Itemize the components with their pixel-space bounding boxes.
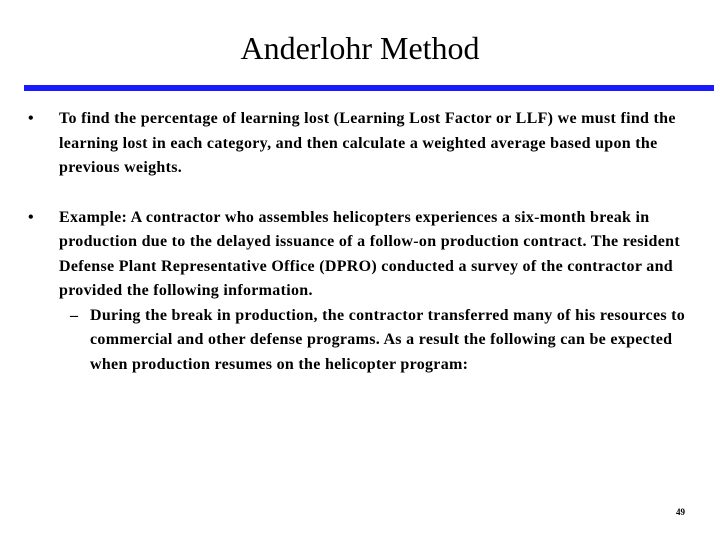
bullet-marker: • (28, 208, 34, 226)
bullet-text: To find the percentage of learning lost (Learning Lost Factor or LLF) we must find the learning lost in each category, and then calculate a weighted average based upon the previous weights. (59, 110, 676, 176)
sub-bullet-item (59, 304, 696, 378)
bullet-item (28, 206, 696, 378)
slide-title: Anderlohr Method (240, 30, 480, 66)
sub-bullet-marker: – (70, 306, 79, 324)
bullet-text: Example: A contractor who assembles helicopters experiences a six-month break in production due to the delayed issuance of a follow-on production contract. The resident Defense Plant Representative Office (DPRO) conducted a survey of the contractor and provided the following information. (59, 208, 680, 299)
title-divider (24, 85, 714, 91)
sub-bullet-text: During the break in production, the contractor transferred many of his resources to commercial and other defense programs. As a result the following can be expected when production resumes on the helicopter program: (90, 306, 686, 373)
bullet-item (28, 107, 696, 181)
page-number: 49 (676, 507, 685, 517)
bullet-marker: • (28, 110, 34, 127)
bullet-list (28, 107, 696, 377)
